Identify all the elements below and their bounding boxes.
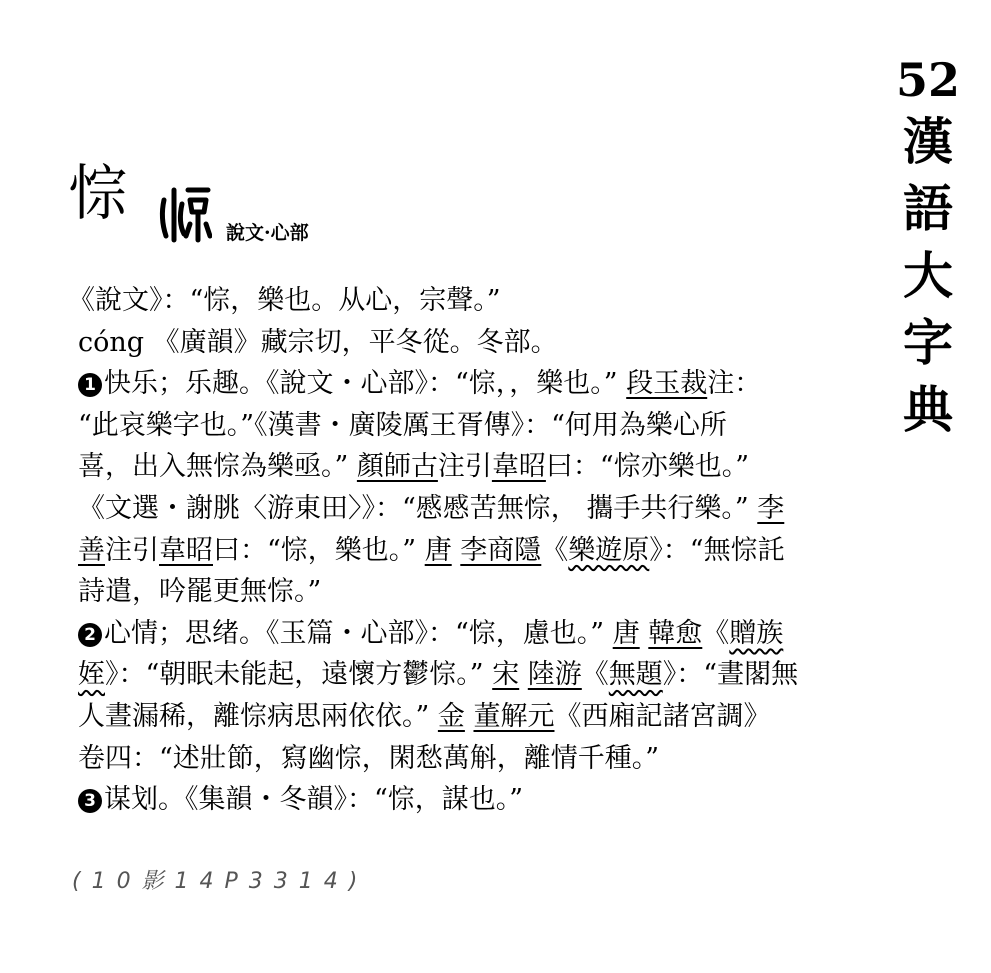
work-title: 姪 <box>78 659 105 691</box>
proper-name: 宋 <box>492 659 520 691</box>
entry-text: 卷四：“述壯節，寫幽悰，閑愁萬斛，離情千種。” <box>78 742 660 774</box>
proper-name: 韋昭 <box>491 451 546 483</box>
entry-text: 注： <box>707 368 762 400</box>
entry-text <box>452 535 461 566</box>
proper-name: 顏師古 <box>356 451 438 483</box>
entry-line <box>78 366 761 402</box>
volume-title-char: 大 <box>903 246 953 305</box>
entry-line <box>78 533 785 569</box>
proper-name: 段玉裁 <box>626 368 708 400</box>
entry-text: 注引 <box>437 451 492 483</box>
work-title: 樂遊原 <box>568 534 650 566</box>
entry-text: 喜，出入無悰為樂亟。” <box>78 451 357 483</box>
entry-header <box>68 158 848 263</box>
entry-text <box>640 618 649 649</box>
entry-line <box>78 782 523 818</box>
entry-text: 《 <box>702 617 730 649</box>
work-title: 無題 <box>608 659 663 691</box>
sense-number-badge: 3 <box>78 789 102 813</box>
entry-text: 詩遣，吟罷更無悰。” <box>78 576 322 608</box>
proper-name: 韋昭 <box>159 534 213 566</box>
proper-name: 董解元 <box>473 701 555 732</box>
dictionary-entry <box>68 158 848 816</box>
entry-text: 《文選・謝朓〈游東田〉》：“慼慼苦無悰， 攜手共行樂。” <box>78 493 758 524</box>
volume-title-char: 典 <box>903 380 953 439</box>
entry-text: 曰：“悰亦樂也。” <box>545 451 749 483</box>
entry-line <box>78 449 749 485</box>
entry-text: 》：“無悰託 <box>649 534 785 566</box>
entry-text: 注引 <box>105 534 159 566</box>
entry-line <box>78 491 784 527</box>
entry-line <box>78 699 770 735</box>
volume-title-char: 字 <box>903 313 953 372</box>
proper-name: 善 <box>78 534 105 566</box>
entry-text: 《說文》：“悰，樂也。从心，宗聲。” <box>68 285 501 316</box>
entry-line <box>78 325 558 361</box>
entry-text: 》：“晝閣無 <box>662 659 799 691</box>
entry-line <box>78 741 659 777</box>
entry-text: 曰：“悰，樂也。” <box>213 534 425 566</box>
entry-text: 《西廂記諸宮調》 <box>554 701 771 732</box>
volume-sidebar <box>893 52 963 443</box>
proper-name: 金 <box>437 701 465 732</box>
volume-title-char: 語 <box>903 179 953 238</box>
entry-line <box>78 616 783 652</box>
entry-text: “此哀樂字也。”《漢書・廣陵厲王胥傳》：“何用為樂心所 <box>78 409 727 441</box>
entry-text: 谋划。《集韻・冬韻》：“悰，謀也。” <box>104 784 524 816</box>
entry-text: 快乐；乐趣。《說文・心部》：“悰，，樂也。” <box>104 368 627 400</box>
entry-text: cóng 《廣韻》藏宗切，平冬從。冬部。 <box>78 326 558 358</box>
work-title: 贈族 <box>729 617 784 649</box>
proper-name: 唐 <box>424 534 452 566</box>
sense-number-badge: 1 <box>78 373 102 397</box>
entry-text: 《 <box>541 534 569 566</box>
entry-line <box>78 657 798 693</box>
seal-script-icon <box>156 178 212 244</box>
proper-name: 唐 <box>612 617 640 649</box>
proper-name: 韓愈 <box>648 617 703 649</box>
proper-name: 李 <box>757 493 785 524</box>
entry-text: 人晝漏稀，離悰病思兩依依。” <box>78 701 438 732</box>
entry-text <box>519 659 528 690</box>
volume-number: 52 <box>895 53 960 107</box>
entry-text: 》：“朝眠未能起，遠懷方鬱悰。” <box>105 659 493 691</box>
proper-name: 李商隱 <box>460 534 542 566</box>
proper-name: 陸游 <box>527 659 582 691</box>
source-reference: 說文·心部 <box>226 222 309 244</box>
volume-title-char: 漢 <box>903 112 953 171</box>
entry-text: 心情；思绪。《玉篇・心部》：“悰，慮也。” <box>104 617 613 649</box>
entry-line <box>78 574 321 610</box>
headword: 悰 <box>68 159 130 229</box>
entry-line <box>78 408 727 444</box>
page-reference-note: ( 1 0 影 1 4 P 3 3 1 4 ) <box>72 869 360 894</box>
sense-number-badge: 2 <box>78 623 102 647</box>
entry-text: 《 <box>581 659 609 691</box>
entry-line <box>68 283 501 319</box>
